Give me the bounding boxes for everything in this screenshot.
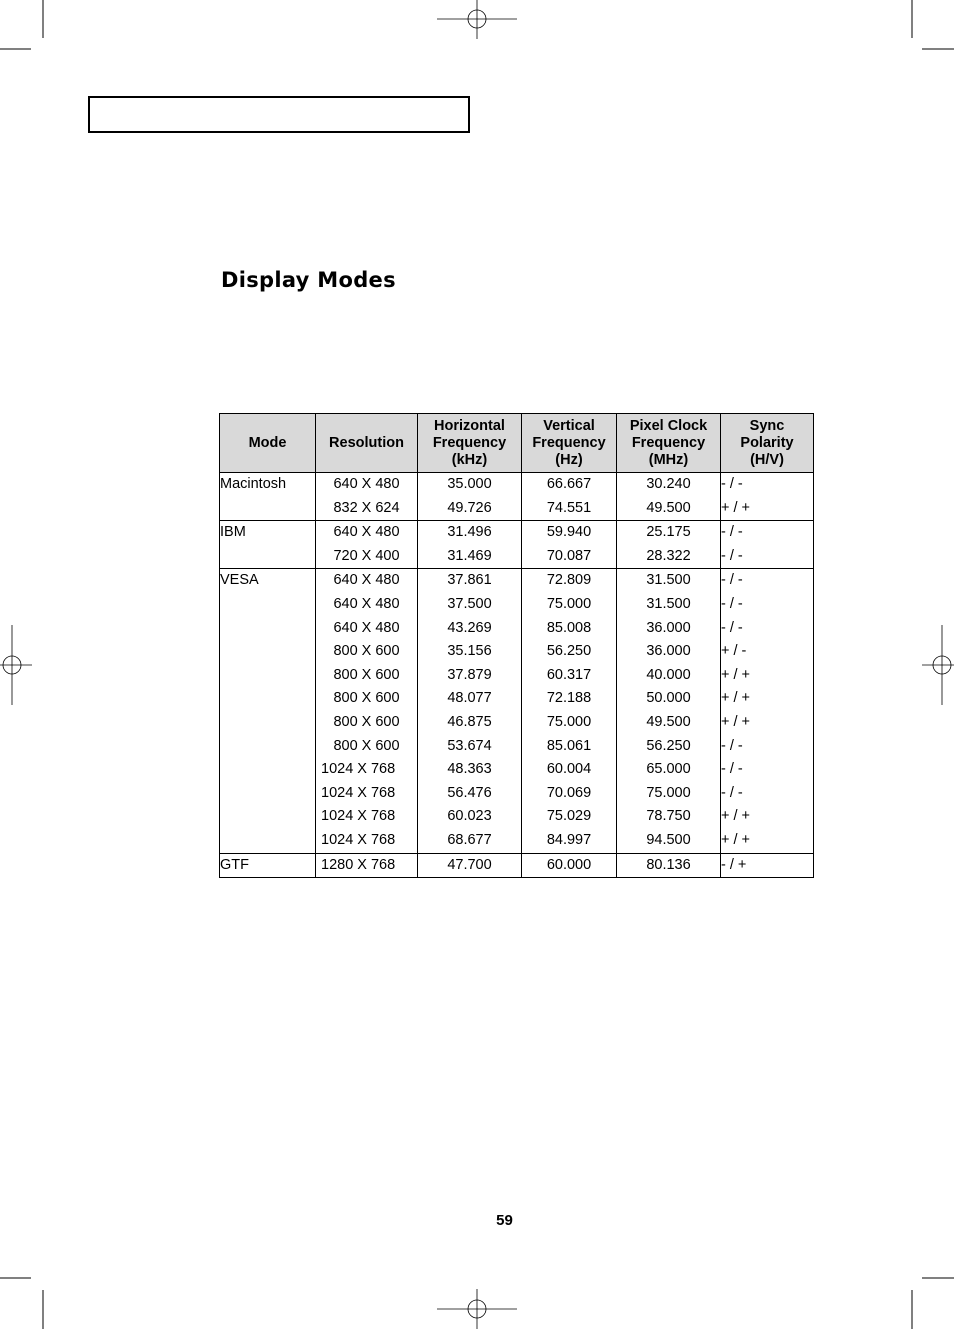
table-row <box>220 758 814 782</box>
cell-mode <box>220 805 316 829</box>
cell-vertical-frequency: 75.000 <box>522 711 617 735</box>
cell-vertical-frequency: 74.551 <box>522 497 617 521</box>
chapter-header-box <box>88 96 470 133</box>
cell-vertical-frequency: 85.008 <box>522 617 617 641</box>
cell-sync-polarity: - / - <box>721 758 814 782</box>
cell-sync-polarity: + / + <box>721 829 814 853</box>
table-row <box>220 782 814 806</box>
cell-pixel-clock: 49.500 <box>617 711 721 735</box>
cell-horizontal-frequency: 35.156 <box>418 640 522 664</box>
cell-mode <box>220 664 316 688</box>
cell-sync-polarity: - / - <box>721 473 814 497</box>
table-row <box>220 711 814 735</box>
header-vertical-frequency: Vertical Frequency (Hz) <box>522 414 617 473</box>
table-row <box>220 497 814 521</box>
cell-pixel-clock: 56.250 <box>617 735 721 759</box>
cell-vertical-frequency: 84.997 <box>522 829 617 853</box>
cell-sync-polarity: - / - <box>721 545 814 569</box>
cell-sync-polarity: - / - <box>721 782 814 806</box>
cell-vertical-frequency: 72.809 <box>522 569 617 593</box>
cell-mode <box>220 640 316 664</box>
cell-resolution: 800 X 600 <box>316 687 418 711</box>
cell-horizontal-frequency: 49.726 <box>418 497 522 521</box>
cell-mode: VESA <box>220 569 316 593</box>
cell-vertical-frequency: 60.000 <box>522 853 617 878</box>
table-row <box>220 664 814 688</box>
cell-pixel-clock: 94.500 <box>617 829 721 853</box>
cell-resolution: 1280 X 768 <box>316 853 418 878</box>
cell-pixel-clock: 50.000 <box>617 687 721 711</box>
cell-vertical-frequency: 75.000 <box>522 593 617 617</box>
cell-sync-polarity: + / + <box>721 497 814 521</box>
cell-resolution: 640 X 480 <box>316 617 418 641</box>
registration-mark-top <box>437 0 517 39</box>
cell-sync-polarity: + / + <box>721 687 814 711</box>
cell-mode <box>220 711 316 735</box>
cell-pixel-clock: 49.500 <box>617 497 721 521</box>
cell-vertical-frequency: 66.667 <box>522 473 617 497</box>
table-row <box>220 617 814 641</box>
cell-pixel-clock: 65.000 <box>617 758 721 782</box>
cell-horizontal-frequency: 31.469 <box>418 545 522 569</box>
cell-sync-polarity: - / - <box>721 735 814 759</box>
cell-mode <box>220 687 316 711</box>
cell-sync-polarity: + / + <box>721 664 814 688</box>
header-sync-polarity: Sync Polarity (H/V) <box>721 414 814 473</box>
cell-sync-polarity: + / - <box>721 640 814 664</box>
cell-resolution: 1024 X 768 <box>316 758 418 782</box>
table-body <box>220 473 814 878</box>
cell-horizontal-frequency: 31.496 <box>418 521 522 545</box>
table-row <box>220 569 814 593</box>
cell-sync-polarity: - / - <box>721 569 814 593</box>
table-row <box>220 473 814 497</box>
header-resolution: Resolution <box>316 414 418 473</box>
cell-mode <box>220 735 316 759</box>
cell-vertical-frequency: 59.940 <box>522 521 617 545</box>
cell-resolution: 800 X 600 <box>316 711 418 735</box>
table-row <box>220 735 814 759</box>
cell-pixel-clock: 25.175 <box>617 521 721 545</box>
header-mode: Mode <box>220 414 316 473</box>
cell-horizontal-frequency: 35.000 <box>418 473 522 497</box>
table-row <box>220 545 814 569</box>
cell-mode <box>220 782 316 806</box>
header-horizontal-frequency: Horizontal Frequency (kHz) <box>418 414 522 473</box>
cell-horizontal-frequency: 37.861 <box>418 569 522 593</box>
registration-mark-right <box>922 625 954 705</box>
registration-mark-left <box>0 625 32 705</box>
table-row <box>220 687 814 711</box>
cell-vertical-frequency: 60.317 <box>522 664 617 688</box>
cell-mode <box>220 758 316 782</box>
cell-pixel-clock: 36.000 <box>617 617 721 641</box>
cell-resolution: 832 X 624 <box>316 497 418 521</box>
cell-pixel-clock: 75.000 <box>617 782 721 806</box>
cell-resolution: 1024 X 768 <box>316 805 418 829</box>
cell-resolution: 640 X 480 <box>316 521 418 545</box>
cell-sync-polarity: - / - <box>721 617 814 641</box>
cell-vertical-frequency: 75.029 <box>522 805 617 829</box>
cell-sync-polarity: + / + <box>721 805 814 829</box>
cell-vertical-frequency: 60.004 <box>522 758 617 782</box>
cell-horizontal-frequency: 43.269 <box>418 617 522 641</box>
cell-vertical-frequency: 56.250 <box>522 640 617 664</box>
cell-mode: Macintosh <box>220 473 316 497</box>
table-row <box>220 521 814 545</box>
cell-pixel-clock: 78.750 <box>617 805 721 829</box>
page-number: 59 <box>496 1212 513 1229</box>
cell-pixel-clock: 31.500 <box>617 569 721 593</box>
cell-horizontal-frequency: 47.700 <box>418 853 522 878</box>
cell-horizontal-frequency: 53.674 <box>418 735 522 759</box>
header-pixel-clock-frequency: Pixel Clock Frequency (MHz) <box>617 414 721 473</box>
cell-mode <box>220 617 316 641</box>
cell-vertical-frequency: 70.087 <box>522 545 617 569</box>
cell-sync-polarity: + / + <box>721 711 814 735</box>
cell-horizontal-frequency: 37.500 <box>418 593 522 617</box>
cell-resolution: 640 X 480 <box>316 473 418 497</box>
cell-pixel-clock: 36.000 <box>617 640 721 664</box>
cell-resolution: 640 X 480 <box>316 569 418 593</box>
cell-resolution: 800 X 600 <box>316 640 418 664</box>
cell-mode <box>220 829 316 853</box>
cell-pixel-clock: 28.322 <box>617 545 721 569</box>
cell-resolution: 1024 X 768 <box>316 782 418 806</box>
cell-horizontal-frequency: 48.363 <box>418 758 522 782</box>
table-row <box>220 829 814 853</box>
cell-pixel-clock: 80.136 <box>617 853 721 878</box>
table-row <box>220 640 814 664</box>
cell-resolution: 1024 X 768 <box>316 829 418 853</box>
cell-horizontal-frequency: 48.077 <box>418 687 522 711</box>
cell-pixel-clock: 30.240 <box>617 473 721 497</box>
display-modes-table <box>219 413 814 878</box>
cell-resolution: 800 X 600 <box>316 735 418 759</box>
cell-pixel-clock: 40.000 <box>617 664 721 688</box>
cell-mode <box>220 497 316 521</box>
cell-sync-polarity: - / - <box>721 521 814 545</box>
table-row <box>220 853 814 878</box>
cell-vertical-frequency: 70.069 <box>522 782 617 806</box>
cell-mode <box>220 545 316 569</box>
cell-horizontal-frequency: 56.476 <box>418 782 522 806</box>
cell-resolution: 640 X 480 <box>316 593 418 617</box>
cell-horizontal-frequency: 37.879 <box>418 664 522 688</box>
cell-pixel-clock: 31.500 <box>617 593 721 617</box>
cell-mode: GTF <box>220 853 316 878</box>
cell-vertical-frequency: 85.061 <box>522 735 617 759</box>
registration-mark-bottom <box>437 1289 517 1329</box>
table-row <box>220 593 814 617</box>
cell-resolution: 720 X 400 <box>316 545 418 569</box>
cell-horizontal-frequency: 68.677 <box>418 829 522 853</box>
cell-mode <box>220 593 316 617</box>
page-title: Display Modes <box>221 268 396 292</box>
cell-horizontal-frequency: 60.023 <box>418 805 522 829</box>
cell-horizontal-frequency: 46.875 <box>418 711 522 735</box>
cell-sync-polarity: - / + <box>721 853 814 878</box>
cell-mode: IBM <box>220 521 316 545</box>
cell-sync-polarity: - / - <box>721 593 814 617</box>
table-row <box>220 805 814 829</box>
cell-vertical-frequency: 72.188 <box>522 687 617 711</box>
table-header-row <box>220 414 814 473</box>
cell-resolution: 800 X 600 <box>316 664 418 688</box>
